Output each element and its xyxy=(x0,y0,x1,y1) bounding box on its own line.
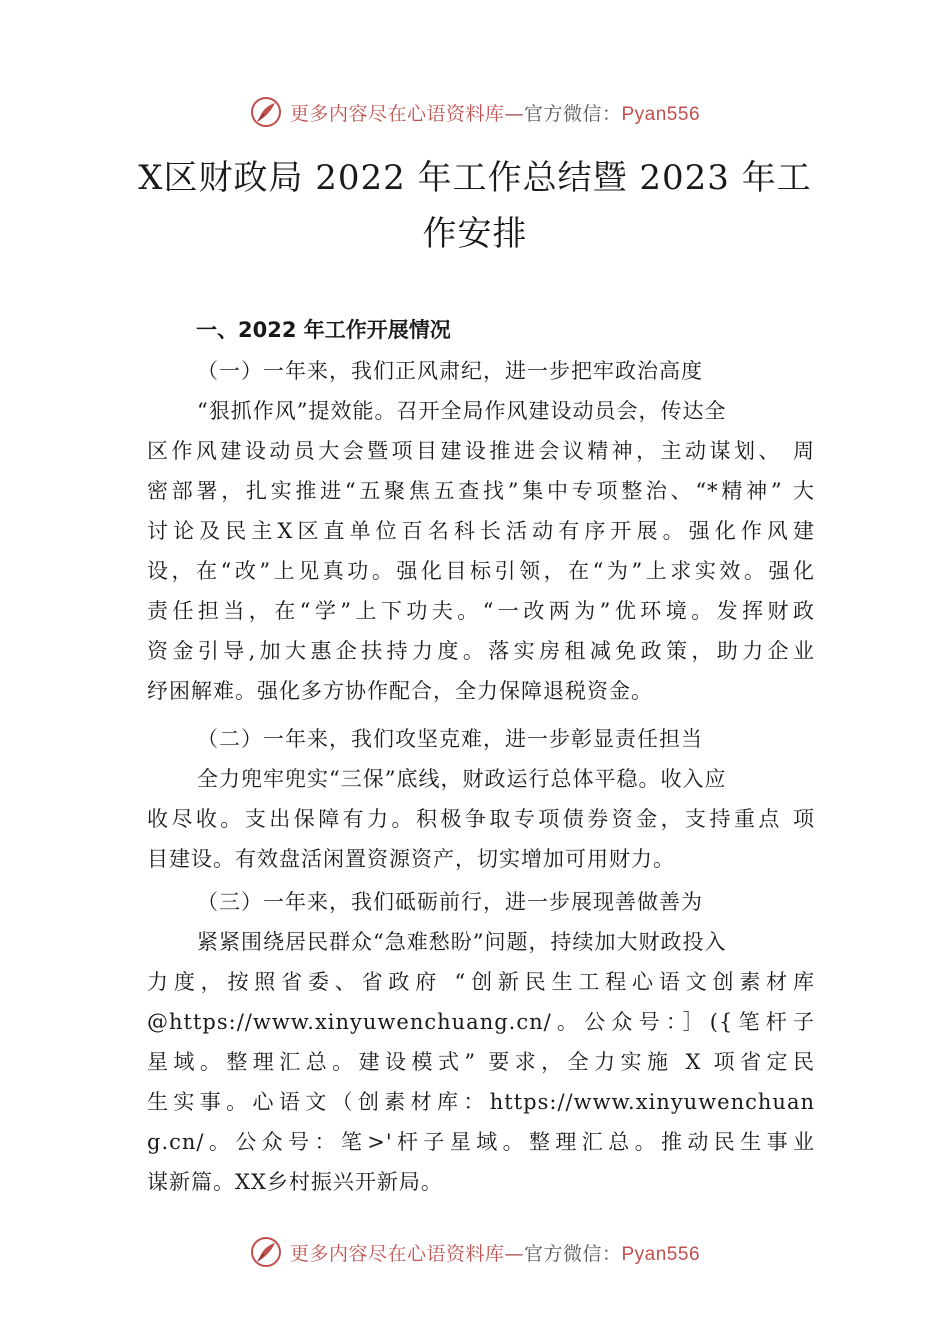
paragraph-line: 责任担当，在“学”上下功夫。“一改两为”优环境。发挥财政 xyxy=(147,599,815,623)
paragraph-line: “狠抓作风”提效能。召开全局作风建设动员会，传达全 xyxy=(197,399,727,423)
paragraph-line: 密部署，扎实推进“五聚焦五查找”集中专项整治、“*精神” 大 xyxy=(147,479,815,503)
paragraph-line: 生实事。心语文（创素材库：https://www.xinyuwenchuan xyxy=(147,1090,815,1114)
paragraph-line: 谋新篇。XX乡村振兴开新局。 xyxy=(147,1170,443,1194)
title-line-1: X区财政局 2022 年工作总结暨 2023 年工 xyxy=(138,158,812,198)
watermark-banner-top xyxy=(0,92,950,132)
paragraph-line: 力度，按照省委、省政府 “创新民生工程心语文创素材库 xyxy=(147,970,815,994)
part2-block xyxy=(147,719,815,879)
paragraph-line: @https://www.xinyuwenchuang.cn/。公众号：］({笔杆子 xyxy=(147,1010,815,1034)
document-title xyxy=(120,150,830,262)
paragraph-line: 星域。整理汇总。建设模式” 要求，全力实施 X 项省定民 xyxy=(147,1050,815,1074)
paragraph-line: 收尽收。支出保障有力。积极争取专项债券资金，支持重点 项 xyxy=(147,807,815,831)
section-heading: 一、2022 年工作开展情况 xyxy=(196,318,451,342)
watermark-banner-bottom xyxy=(0,1232,950,1272)
red-leaf-pen-logo-icon xyxy=(250,1236,282,1268)
paragraph-line: 纾困解难。强化多方协作配合，全力保障退税资金。 xyxy=(147,679,653,703)
part1-block xyxy=(147,351,815,711)
title-line-2: 作安排 xyxy=(422,214,528,254)
paragraph-line: 设，在“改”上见真功。强化目标引领，在“为”上求实效。强化 xyxy=(147,559,815,583)
part3-subheading: （三）一年来，我们砥砺前行，进一步展现善做善为 xyxy=(197,890,703,914)
paragraph-line: g.cn/。公众号：笔>'杆子星域。整理汇总。推动民生事业 xyxy=(147,1130,815,1154)
red-leaf-pen-logo-icon xyxy=(250,96,282,128)
watermark-text: 更多内容尽在心语资料库—官方微信：Pyan556 xyxy=(289,102,701,125)
paragraph-line: 讨论及民主X区直单位百名科长活动有序开展。强化作风建 xyxy=(147,519,815,543)
watermark-text: 更多内容尽在心语资料库—官方微信：Pyan556 xyxy=(289,1242,701,1265)
paragraph-line: 资金引导,加大惠企扶持力度。落实房租减免政策，助力企业 xyxy=(147,639,815,663)
paragraph-line: 目建设。有效盘活闲置资源资产，切实增加可用财力。 xyxy=(147,847,675,871)
paragraph-line: 紧紧围绕居民群众“急难愁盼”问题，持续加大财政投入 xyxy=(197,930,727,954)
paragraph-line: 区作风建设动员大会暨项目建设推进会议精神，主动谋划、 周 xyxy=(147,439,815,463)
part1-subheading: （一）一年来，我们正风肃纪，进一步把牢政治高度 xyxy=(197,359,703,383)
part2-subheading: （二）一年来，我们攻坚克难，进一步彰显责任担当 xyxy=(197,727,703,751)
paragraph-line: 全力兜牢兜实“三保”底线，财政运行总体平稳。收入应 xyxy=(197,767,727,791)
part3-block xyxy=(147,882,815,1202)
